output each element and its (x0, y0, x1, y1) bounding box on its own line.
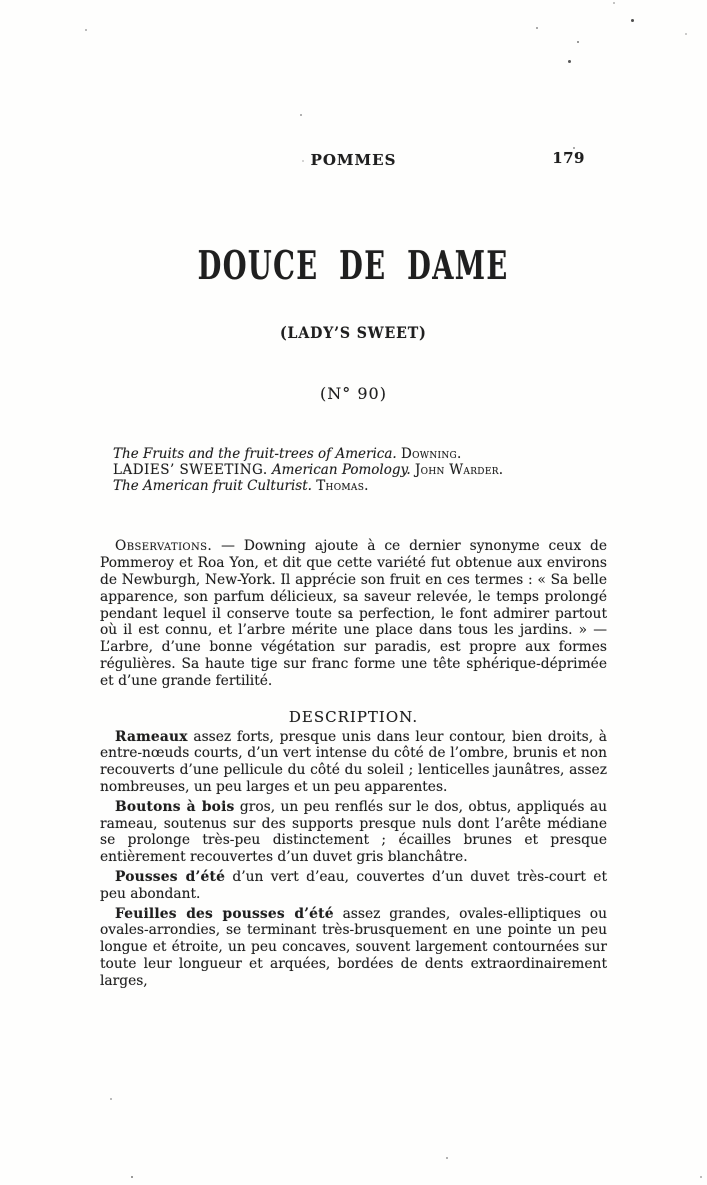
paragraph-lead: Boutons à bois (115, 798, 235, 815)
scan-speck (536, 27, 538, 29)
page-header (100, 151, 607, 168)
description-paragraph-rameaux (100, 729, 607, 796)
paragraph-text: gros, un peu renflés sur le dos, obtus, appliqués au rameau, soutenus sur des supports presque nuls dont l’arête médiane se prolonge très-peu distinctement ; écailles brunes et presque entièrement recouvertes d’un duvet gris blanchâtre. (100, 798, 607, 866)
page-number: 179 (552, 149, 585, 167)
variety-number: (N° 90) (320, 384, 387, 403)
scan-speck (446, 1157, 448, 1159)
paragraph-lead: Feuilles des pousses d’été (115, 905, 334, 922)
variety-number-wrap (100, 384, 607, 404)
biblio-work-title: The Fruits and the fruit-trees of America. (113, 446, 397, 462)
bibliography-line (113, 447, 607, 463)
paragraph-lead: Pousses d’été (115, 868, 226, 885)
bibliography-line (113, 463, 607, 479)
biblio-author: John Warder. (414, 461, 504, 478)
variety-title: DOUCE DE DAME (198, 243, 509, 289)
description-heading: DESCRIPTION. (288, 707, 419, 726)
variety-subtitle: (LADY’S SWEET) (280, 323, 427, 342)
scan-speck (631, 19, 634, 22)
scan-speck (700, 1176, 702, 1178)
scan-speck (85, 29, 87, 31)
description-paragraph-pousses (100, 869, 607, 903)
variety-title-wrap (100, 243, 607, 289)
description-paragraph-feuilles (100, 906, 607, 990)
biblio-work-title: The American fruit Culturist. (113, 477, 312, 494)
biblio-author: Downing. (400, 446, 462, 462)
scan-speck (131, 1176, 133, 1178)
page-content (100, 0, 607, 990)
observations-separator: — (212, 538, 244, 555)
scan-speck (573, 147, 575, 149)
scan-speck (613, 2, 615, 4)
scan-speck (577, 41, 579, 43)
paragraph-text: d’un vert d’eau, couvertes d’un duvet très-court et peu abondant. (100, 868, 608, 902)
scan-speck (300, 114, 302, 116)
biblio-synonym: LADIES’ SWEETING. (113, 461, 268, 478)
paragraph-lead: Rameaux (115, 728, 188, 745)
paragraph-text: assez grandes, ovales-elliptiques ou ovales-arrondies, se terminant très-brusquement en une pointe un peu longue et étroite, un peu concaves, souvent largement contournées sur toute leur longueur et arquées, bordées de dents extraordinairement larges, (100, 905, 608, 989)
scan-speck (302, 160, 304, 162)
scan-speck (110, 1098, 112, 1100)
paragraph-text: assez forts, presque unis dans leur contour, bien droits, à entre-nœuds courts, d’un vert intense du côté de l’ombre, brunis et non recouverts d’une pellicule du côté du soleil ; lenticelles jaunâtres, assez nombreuses, un peu larges et un peu apparentes. (100, 728, 607, 795)
running-title: POMMES (310, 151, 397, 169)
bibliography (100, 447, 607, 494)
description-paragraph-boutons (100, 799, 607, 866)
observations-label: Observations. (115, 538, 213, 555)
observations-text: Downing ajoute à ce dernier synonyme ceux de Pommeroy et Roa Yon, et dit que cette variété fut obtenue aux environs de Newburgh, New-York. Il apprécie son fruit en ces termes : « Sa belle apparence, son parfum délicieux, sa saveur relevée, le temps prolongé pendant lequel il conserve toute sa perfection, le font admirer partout où il est connu, et l’arbre mérite une place dans tous les jardins. » — L’arbre, d’une bonne végétation sur paradis, est propre aux formes régulières. Sa haute tige sur franc forme une tête sphérique-déprimée et d’une grande fertilité. (100, 538, 607, 689)
biblio-work-title: American Pomology. (271, 461, 411, 478)
variety-subtitle-wrap (100, 323, 607, 343)
scan-speck (685, 33, 687, 35)
biblio-author: Thomas. (316, 477, 369, 494)
scan-speck (568, 60, 571, 63)
bibliography-line (113, 479, 607, 495)
observations-paragraph (100, 538, 607, 689)
